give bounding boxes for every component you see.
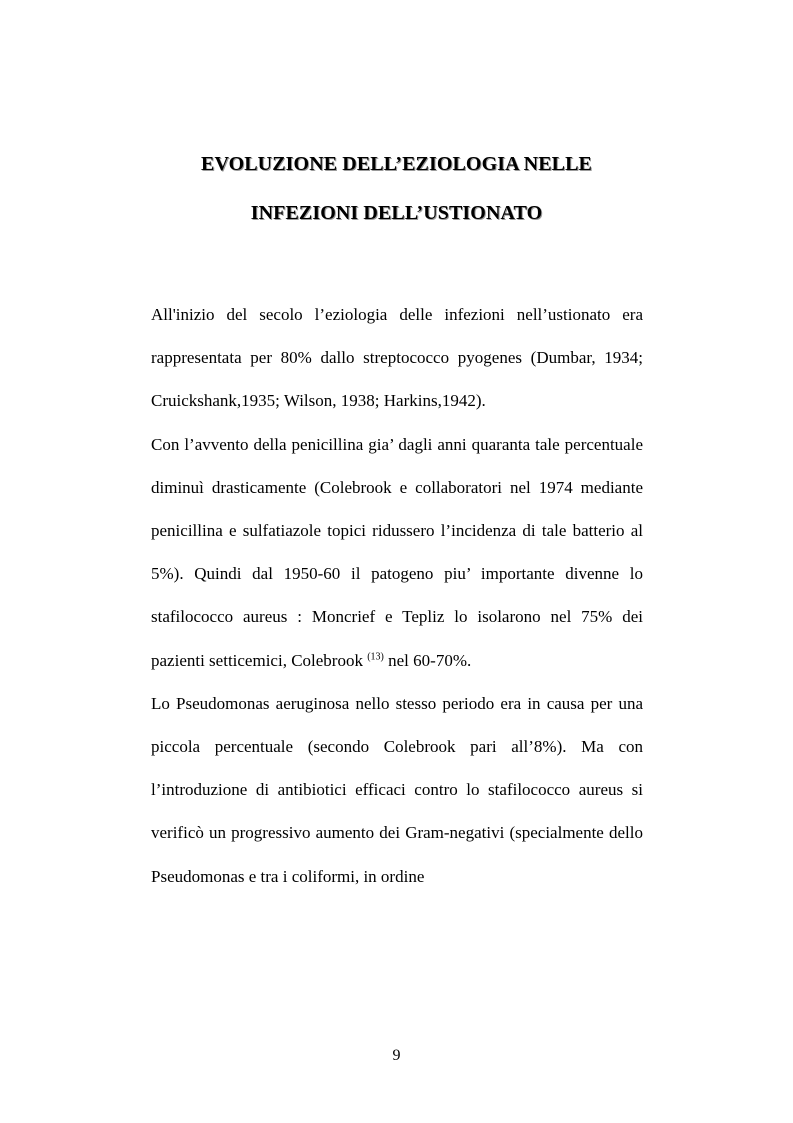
citation-reference: (13) bbox=[367, 650, 384, 662]
page-number: 9 bbox=[392, 1047, 401, 1064]
chapter-title-line-2: INFEZIONI DELL’USTIONATO bbox=[250, 202, 543, 224]
paragraph-3: Lo Pseudomonas aeruginosa nello stesso periodo era in causa per una piccola percentuale (secondo Colebrook pari all’8%). Ma con l’introduzione di antibiotici efficaci contro lo stafilococco aureus si verificò un progressivo aumento dei Gram-negativi (specialmente dello Pseudomonas e tra i coliformi, in ordine bbox=[151, 693, 643, 886]
paragraph-1: All'inizio del secolo l’eziologia delle infezioni nell’ustionato era rappresentata per 80% dallo streptococco pyogenes (Dumbar, 1934; Cruickshank,1935; Wilson, 1938; Harkins,1942). bbox=[151, 305, 643, 411]
chapter-title-line-1: EVOLUZIONE DELL’EZIOLOGIA NELLE bbox=[201, 153, 592, 175]
paragraph-2-tail: nel 60-70%. bbox=[383, 650, 472, 670]
paragraph-2-text: Con l’avvento della penicillina gia’ dagli anni quaranta tale percentuale diminuì drasticamente (Colebrook e collaboratori nel 1974 mediante penicillina e sulfatiazole topici ridussero l’incidenza di tale batterio al 5%). Quindi dal 1950-60 il patogeno piu’ importante divenne lo stafilococco aureus : Moncrief e Tepliz lo isolarono nel 75% dei pazienti setticemici, Colebrook bbox=[151, 434, 643, 670]
body-text bbox=[151, 293, 643, 898]
paragraph-2 bbox=[151, 423, 643, 682]
